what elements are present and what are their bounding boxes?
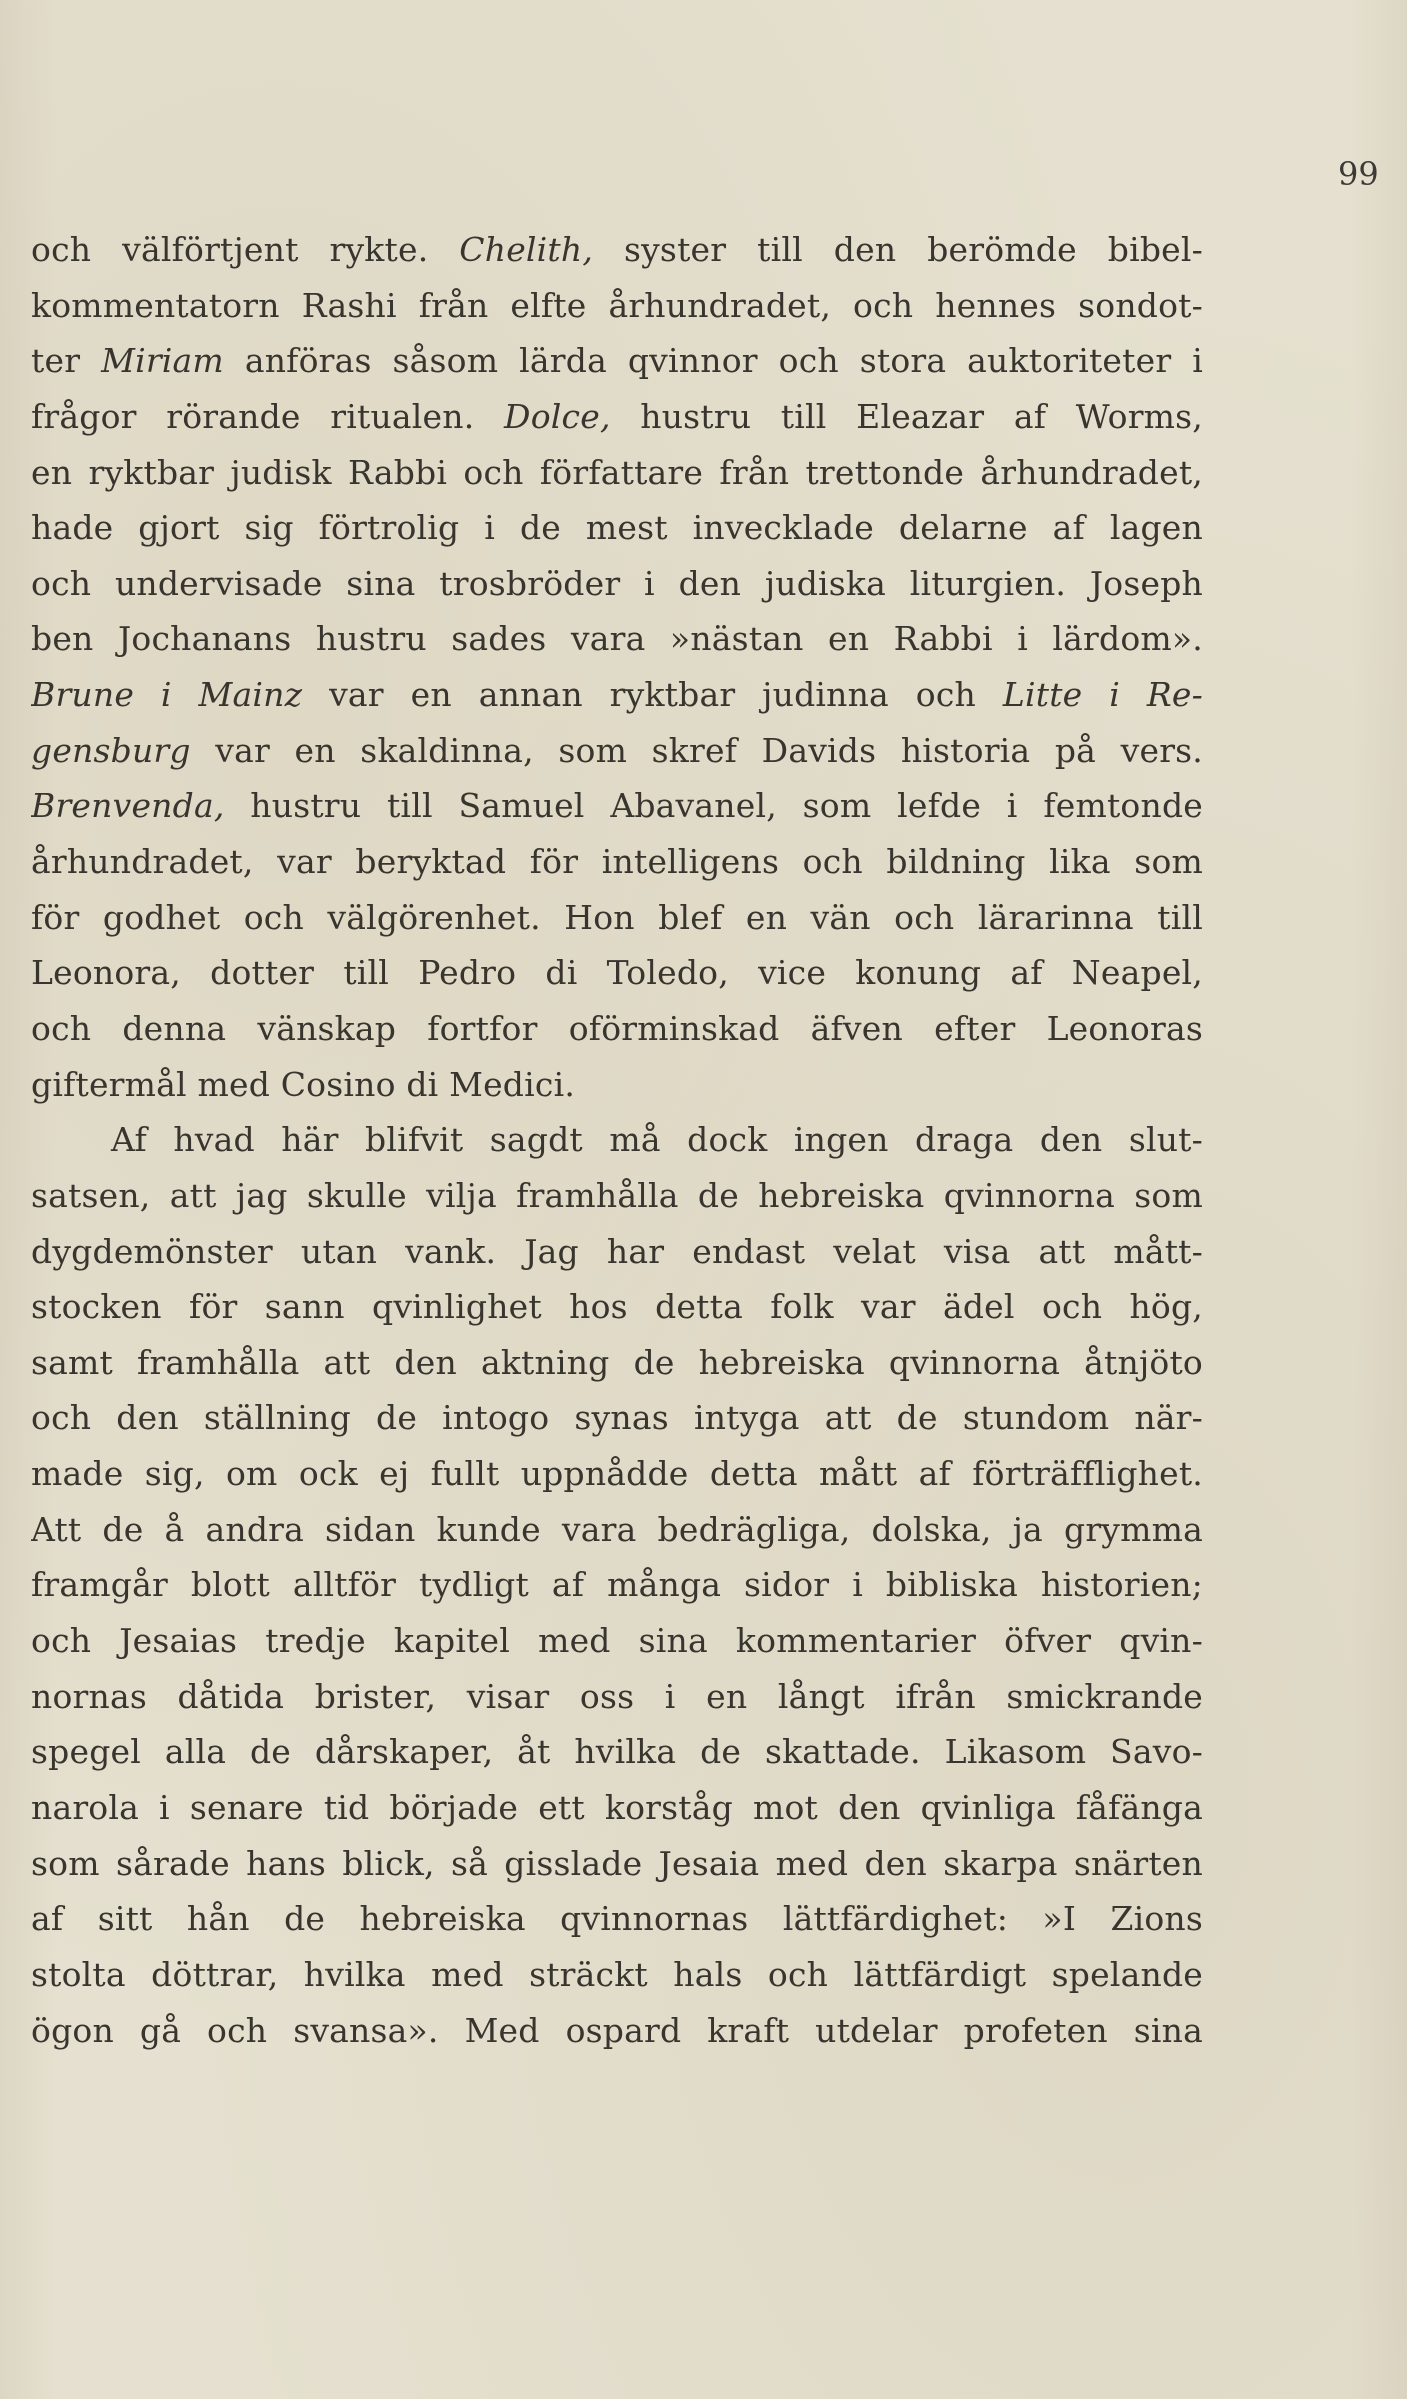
text-line: för godhet och välgörenhet. Hon blef en vän och lärarinna till (31, 897, 1203, 937)
text-line: ben Jochanans hustru sades vara »nästan en Rabbi i lärdom». (31, 619, 1203, 659)
text-line: dygdemönster utan vank. Jag har endast velat visa att mått- (31, 1231, 1203, 1271)
text-line: en ryktbar judisk Rabbi och författare från trettonde århundradet, (31, 452, 1203, 492)
text-line: framgår blott alltför tydligt af många sidor i bibliska historien; (31, 1565, 1203, 1605)
text-line: århundradet, var beryktad för intelligens och bildning lika som (31, 842, 1203, 882)
text-line: och den ställning de intogo synas intyga att de stundom när- (31, 1398, 1203, 1438)
text-line: samt framhålla att den aktning de hebreiska qvinnorna åtnjöto (31, 1342, 1203, 1382)
body-text (31, 222, 1203, 2058)
page-number: 99 (1338, 155, 1379, 193)
text-line: Brenvenda, hustru till Samuel Abavanel, som lefde i femtonde (31, 786, 1203, 826)
text-line: narola i senare tid började ett korståg mot den qvinliga fåfänga (31, 1787, 1203, 1827)
text-line: stolta döttrar, hvilka med sträckt hals och lättfärdigt spelande (31, 1954, 1203, 1994)
text-line: gensburg var en skaldinna, som skref Davids historia på vers. (31, 730, 1203, 770)
text-line: och undervisade sina trosbröder i den judiska liturgien. Joseph (31, 563, 1203, 603)
text-line: af sitt hån de hebreiska qvinnornas lättfärdighet: »I Zions (31, 1899, 1203, 1939)
text-line: Att de å andra sidan kunde vara bedrägliga, dolska, ja grymma (31, 1509, 1203, 1549)
text-line: ögon gå och svansa». Med ospard kraft utdelar profeten sina (31, 2010, 1203, 2050)
text-line: stocken för sann qvinlighet hos detta folk var ädel och hög, (31, 1287, 1203, 1327)
text-line: och Jesaias tredje kapitel med sina kommentarier öfver qvin- (31, 1621, 1203, 1661)
text-line: Brune i Mainz var en annan ryktbar judinna och Litte i Re- (31, 675, 1203, 715)
text-line: ter Miriam anföras såsom lärda qvinnor och stora auktoriteter i (31, 341, 1203, 381)
text-line: som sårade hans blick, så gisslade Jesaia med den skarpa snärten (31, 1843, 1203, 1883)
text-line: Leonora, dotter till Pedro di Toledo, vice konung af Neapel, (31, 953, 1203, 993)
text-line: och välförtjent rykte. Chelith, syster till den berömde bibel- (31, 230, 1203, 269)
text-line: spegel alla de dårskaper, åt hvilka de skattade. Likasom Savo- (31, 1732, 1203, 1772)
text-line: frågor rörande ritualen. Dolce, hustru till Eleazar af Worms, (31, 396, 1203, 436)
text-line: kommentatorn Rashi från elfte århundradet, och hennes sondot- (31, 285, 1203, 325)
text-line: nornas dåtida brister, visar oss i en långt ifrån smickrande (31, 1676, 1203, 1716)
text-line: Af hvad här blifvit sagdt må dock ingen draga den slut- (111, 1120, 1203, 1160)
text-line: giftermål med Cosino di Medici. (31, 1064, 576, 1104)
text-line: hade gjort sig förtrolig i de mest invecklade delarne af lagen (31, 508, 1203, 548)
text-line: och denna vänskap fortfor oförminskad äfven efter Leonoras (31, 1008, 1203, 1048)
text-line: made sig, om ock ej fullt uppnådde detta mått af förträfflighet. (31, 1454, 1203, 1494)
text-line: satsen, att jag skulle vilja framhålla de hebreiska qvinnorna som (31, 1175, 1203, 1215)
